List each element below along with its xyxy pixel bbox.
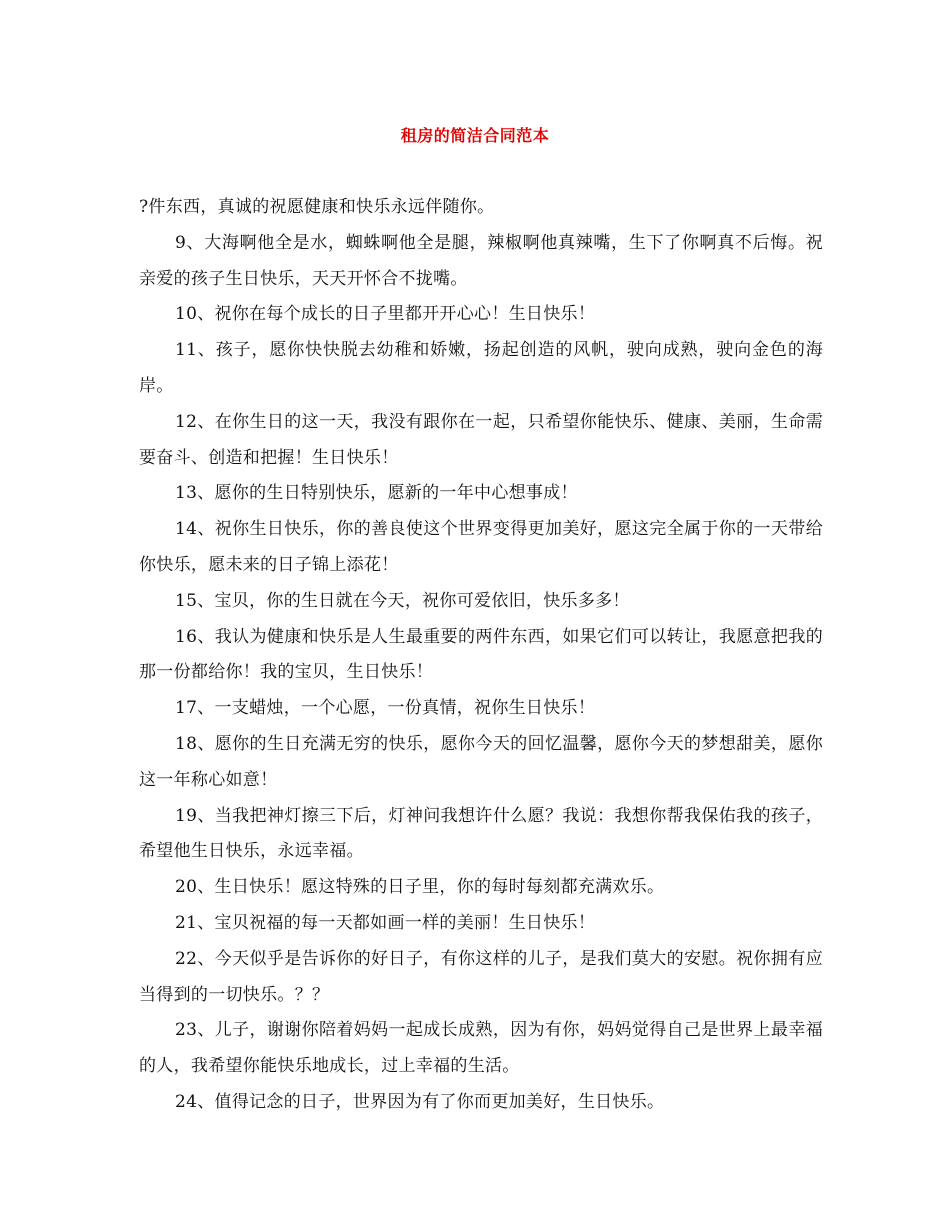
paragraph: 19、当我把神灯擦三下后，灯神问我想许什么愿？我说：我想你帮我保佑我的孩子，希望他生日快乐，永远幸福。: [139, 805, 823, 862]
paragraph: 22、今天似乎是告诉你的好日子，有你这样的儿子，是我们莫大的安慰。祝你拥有应当得到的一切快乐。？？: [139, 948, 823, 1005]
document-title: 租房的简洁合同范本: [400, 126, 550, 145]
paragraph: 23、儿子，谢谢你陪着妈妈一起成长成熟，因为有你，妈妈觉得自己是世界上最幸福的人，我希望你能快乐地成长，过上幸福的生活。: [139, 1020, 823, 1077]
paragraph: 13、愿你的生日特别快乐，愿新的一年中心想事成！: [175, 483, 578, 504]
paragraph: 24、值得记念的日子，世界因为有了你而更加美好，生日快乐。: [175, 1091, 665, 1112]
paragraph: 11、孩子，愿你快快脱去幼稚和娇嫩，扬起创造的风帆，驶向成熟，驶向金色的海岸。: [139, 340, 823, 396]
paragraph: 21、宝贝祝福的每一天都如画一样的美丽！生日快乐！: [175, 912, 596, 933]
paragraph: 10、祝你在每个成长的日子里都开开心心！生日快乐！: [175, 304, 596, 325]
paragraph: 9、大海啊他全是水，蜘蛛啊他全是腿，辣椒啊他真辣嘴，生下了你啊真不后悔。祝亲爱的孩子生日快乐，天天开怀合不拢嘴。: [139, 232, 823, 289]
paragraph: 17、一支蜡烛，一个心愿，一份真情，祝你生日快乐！: [175, 698, 596, 719]
paragraph: ?件东西，真诚的祝愿健康和快乐永远伴随你。: [139, 197, 495, 217]
paragraph: 18、愿你的生日充满无穷的快乐，愿你今天的回忆温馨，愿你今天的梦想甜美，愿你这一年称心如意！: [139, 733, 823, 790]
paragraph: 15、宝贝，你的生日就在今天，祝你可爱依旧，快乐多多！: [175, 590, 630, 611]
paragraph: 20、生日快乐！愿这特殊的日子里，你的每时每刻都充满欢乐。: [175, 877, 665, 898]
paragraph: 12、在你生日的这一天，我没有跟你在一起，只希望你能快乐、健康、美丽，生命需要奋斗、创造和把握！生日快乐！: [139, 411, 823, 468]
paragraph: 16、我认为健康和快乐是人生最重要的两件东西，如果它们可以转让，我愿意把我的那一份都给你！我的宝贝，生日快乐！: [139, 626, 823, 683]
document-body: [139, 190, 823, 1121]
paragraph: 14、祝你生日快乐，你的善良使这个世界变得更加美好，愿这完全属于你的一天带给你快乐，愿未来的日子锦上添花！: [139, 519, 823, 575]
